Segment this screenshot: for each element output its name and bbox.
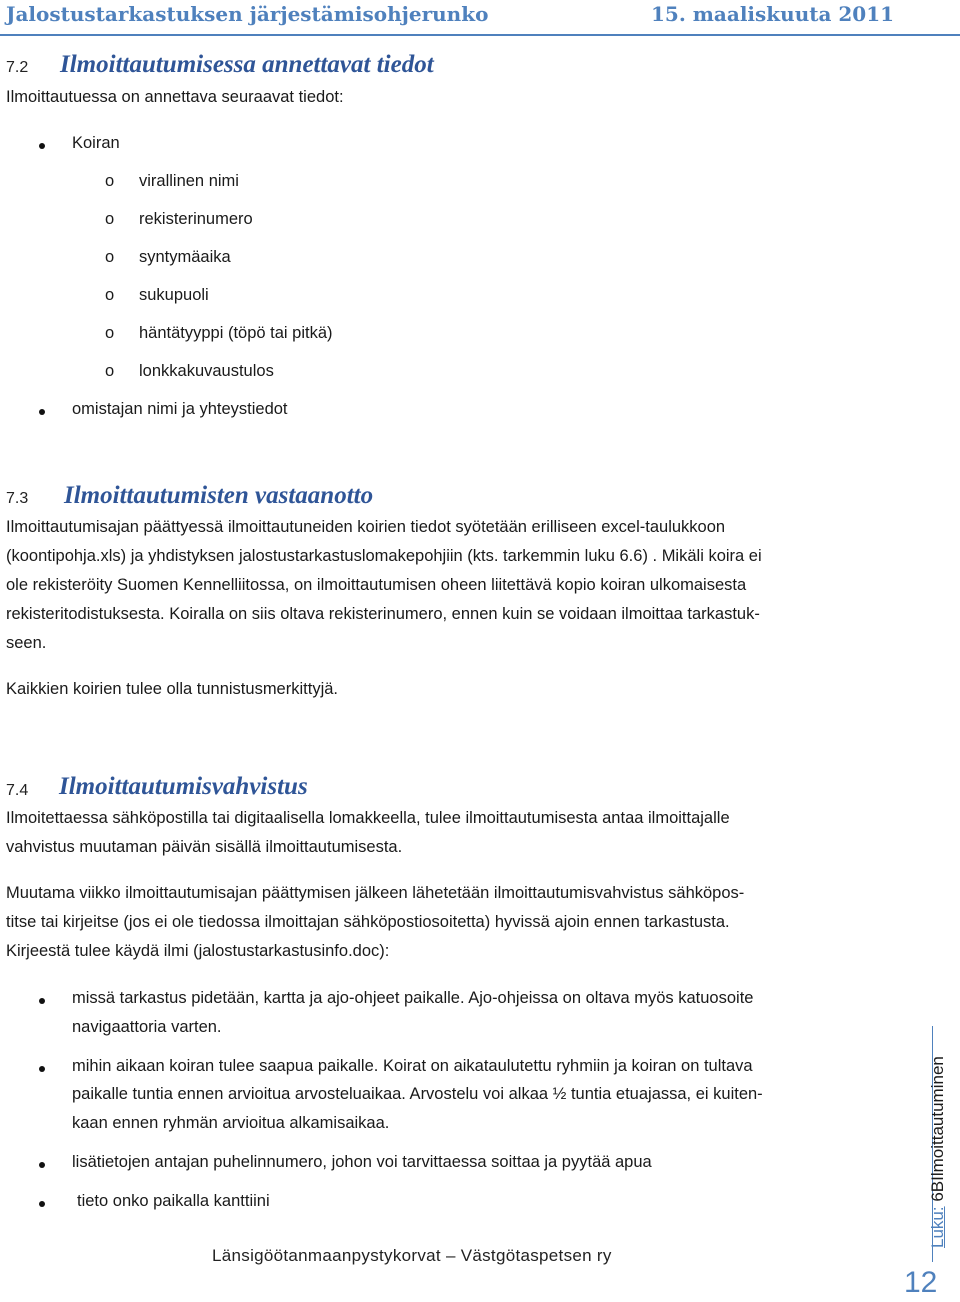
paragraph-line: Ilmoittautumisajan päättyessä ilmoittautuneiden koirien tiedot syötetään erilliseen excel-taulukkoon: [6, 518, 726, 536]
bullet-icon: [39, 1201, 45, 1207]
paragraph-line: (koontipohja.xls) ja yhdistyksen jalostustarkastuslomakepohjiin (kts. tarkemmin luku 6.6) . Mikäli koira ei: [6, 547, 762, 565]
list-item-line: paikalle tuntia ennen arvioitua arvosteluaikaa. Arvostelu voi alkaa ½ tuntia etuajassa, ei kuiten-: [72, 1085, 763, 1103]
section-7-2-intro: Ilmoittautuessa on annettava seuraavat tiedot:: [6, 88, 344, 106]
header-rule: [0, 34, 960, 36]
bullet-icon: [39, 409, 45, 415]
sub-item: rekisterinumero: [139, 210, 253, 228]
bullet-icon: [39, 998, 45, 1004]
sub-item: syntymäaika: [139, 248, 231, 266]
section-7-4-number: 7.4: [6, 782, 29, 799]
sub-item: sukupuoli: [139, 286, 209, 304]
paragraph-line: rekisteritodistuksesta. Koiralla on siis oltava rekisterinumero, ennen kuin se voidaan ilmoittaa tarkastuk-: [6, 605, 760, 623]
sub-item: häntätyyppi (töpö tai pitkä): [139, 324, 333, 342]
bullet-icon: [39, 143, 45, 149]
list-item-koiran: Koiran: [72, 134, 120, 152]
list-item-line: navigaattoria varten.: [72, 1018, 222, 1036]
paragraph-line: ole rekisteröity Suomen Kennelliitossa, on ilmoittautumisen oheen liitettävä kopio koiran ulkomaisesta: [6, 576, 747, 594]
section-7-3-title: Ilmoittautumisten vastaanotto: [64, 482, 374, 509]
list-item-line: mihin aikaan koiran tulee saapua paikalle. Koirat on aikataulutettu ryhmiin ja koiran on tultava: [72, 1057, 753, 1075]
list-item-line: missä tarkastus pidetään, kartta ja ajo-ohjeet paikalle. Ajo-ohjeissa on oltava myös katuosoite: [72, 989, 754, 1007]
paragraph-line: vahvistus muutaman päivän sisällä ilmoittautumisesta.: [6, 838, 403, 856]
chapter-name: 6BIlmoittautuminen: [928, 1056, 947, 1202]
chapter-label: [928, 1056, 948, 1248]
document-date: 15. maaliskuuta 2011: [651, 2, 895, 26]
document-title: Jalostustarkastuksen järjestämisohjerunko: [6, 2, 489, 26]
paragraph-line: Ilmoitettaessa sähköpostilla tai digitaalisella lomakkeella, tulee ilmoittautumisesta antaa ilmoittajalle: [6, 809, 730, 827]
circle-bullet-icon: o: [105, 172, 115, 190]
paragraph-line: Muutama viikko ilmoittautumisajan päättymisen jälkeen lähetetään ilmoittautumisvahvistus sähköpos-: [6, 884, 745, 902]
paragraph-line: seen.: [6, 634, 47, 652]
bullet-icon: [39, 1162, 45, 1168]
bullet-icon: [39, 1066, 45, 1072]
list-item-line: lisätietojen antajan puhelinnumero, johon voi tarvittaessa soittaa ja pyytää apua: [72, 1153, 652, 1171]
circle-bullet-icon: o: [105, 248, 115, 266]
sub-item: lonkkakuvaustulos: [139, 362, 274, 380]
section-7-2-number: 7.2: [6, 59, 29, 76]
page-number: 12: [904, 1266, 938, 1299]
list-item-line: tieto onko paikalla kanttiini: [77, 1192, 270, 1210]
circle-bullet-icon: o: [105, 286, 115, 304]
circle-bullet-icon: o: [105, 324, 115, 342]
paragraph-line: Kirjeestä tulee käydä ilmi (jalostustarkastusinfo.doc):: [6, 942, 390, 960]
paragraph-line: titse tai kirjeitse (jos ei ole tiedossa ilmoittajan sähköpostiosoitetta) hyvissä ajoin ennen tarkastusta.: [6, 913, 730, 931]
circle-bullet-icon: o: [105, 210, 115, 228]
footer-organization: Länsigöötanmaanpystykorvat – Västgötaspetsen ry: [212, 1246, 612, 1265]
chapter-prefix: Luku:: [928, 1206, 947, 1248]
circle-bullet-icon: o: [105, 362, 115, 380]
section-7-3-number: 7.3: [6, 490, 29, 507]
sub-item: virallinen nimi: [139, 172, 239, 190]
paragraph-line: Kaikkien koirien tulee olla tunnistusmerkittyjä.: [6, 680, 338, 698]
list-item-line: kaan ennen ryhmän arvioitua alkamisaikaa.: [72, 1114, 390, 1132]
section-7-2-title: Ilmoittautumisessa annettavat tiedot: [60, 51, 434, 78]
section-7-4-title: Ilmoittautumisvahvistus: [59, 773, 308, 800]
list-item-omistaja: omistajan nimi ja yhteystiedot: [72, 400, 288, 418]
